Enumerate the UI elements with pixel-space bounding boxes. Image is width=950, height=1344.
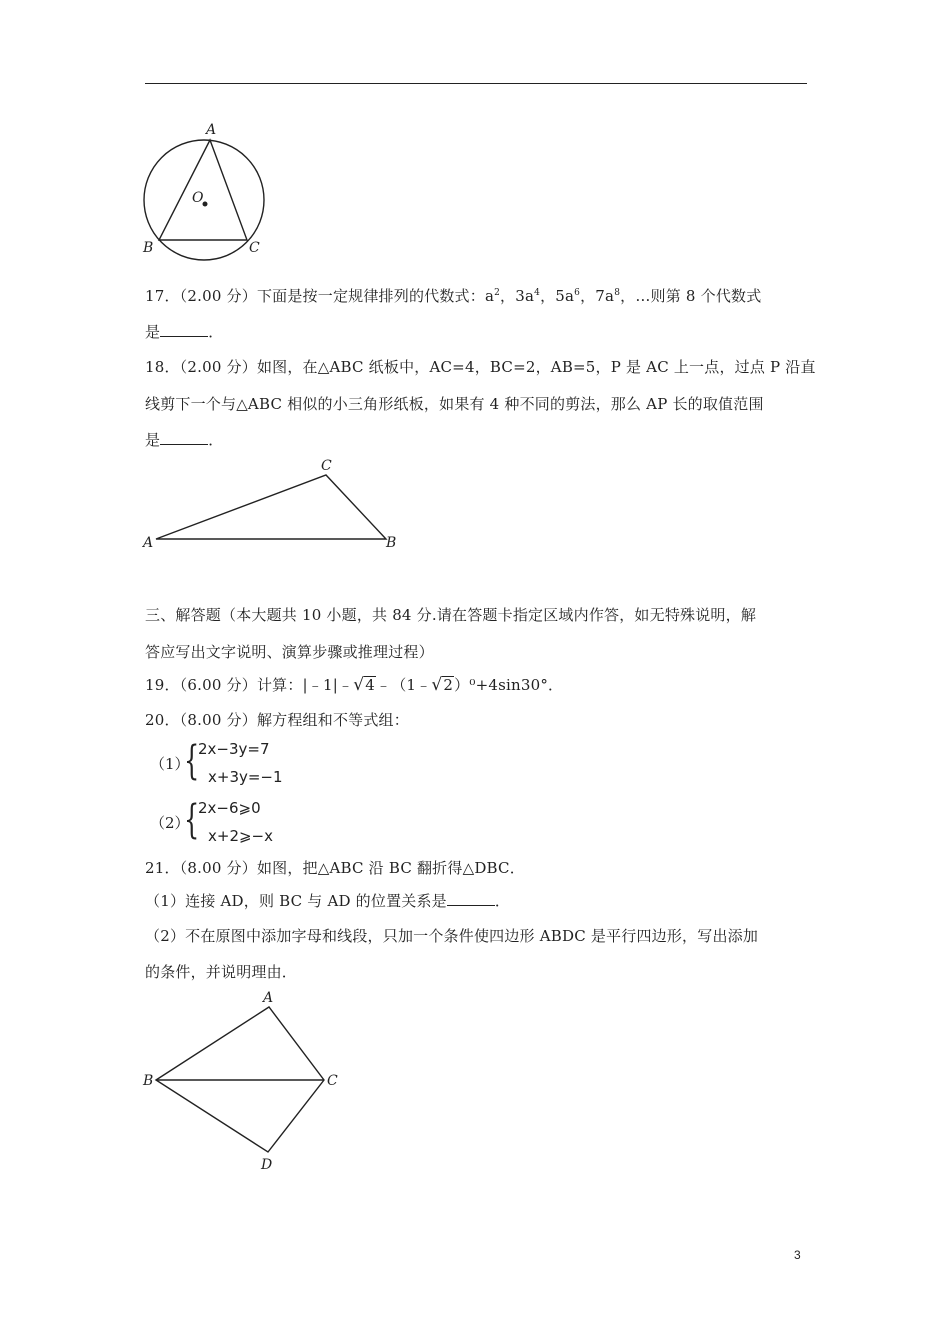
q19-line: 19．（6.00 分）计算：|﹣1|﹣√4﹣（1﹣√2）⁰+4sin30°．: [145, 675, 564, 695]
q18-line2: 线剪下一个与△ABC 相似的小三角形纸板，如果有 4 种不同的剪法，那么 AP 长的取值范围: [145, 395, 764, 413]
q21-line1: 21．（8.00 分）如图，把△ABC 沿 BC 翻折得△DBC．: [145, 859, 525, 877]
figure-circle-triangle: [135, 118, 275, 268]
section3-line2: 答应写出文字说明、演算步骤或推理过程）: [145, 643, 434, 661]
figure-triangle-abc: [138, 455, 408, 555]
q17-line2: 是 ．: [145, 323, 224, 341]
fig17-label-a: A: [206, 122, 217, 138]
q20-sys1-eq1: 2x−3y=7: [198, 740, 270, 758]
q20-sys2-eq2: x+2⩾−x: [208, 827, 274, 845]
q19-sqrt-2: 2: [443, 676, 454, 694]
q20-line1: 20．（8.00 分）解方程组和不等式组：: [145, 711, 409, 729]
fig21-label-b: B: [143, 1073, 154, 1089]
q18-line3: 是 ．: [145, 431, 224, 449]
q19-sqrt-4: 4: [365, 676, 376, 694]
fig17-label-c: C: [249, 240, 260, 256]
q21-part2-line1: （2）不在原图中添加字母和线段，只加一个条件使四边形 ABDC 是平行四边形，写出添加: [145, 927, 759, 945]
fig18-label-c: C: [321, 458, 332, 474]
q18-line1: 18．（2.00 分）如图，在△ABC 纸板中，AC=4，BC=2，AB=5，P 是 AC 上一点，过点 P 沿直: [145, 358, 816, 376]
fig21-label-d: D: [261, 1157, 273, 1173]
q20-system-1: （1） { 2x−3y=7 x+3y=−1: [150, 738, 283, 786]
q20-sys2-eq1: 2x−6⩾0: [198, 799, 261, 817]
q21-part2-line2: 的条件，并说明理由．: [145, 963, 298, 981]
fig17-label-o: O: [192, 190, 204, 206]
fig18-label-b: B: [386, 535, 397, 551]
q21-part1: （1）连接 AD，则 BC 与 AD 的位置关系是 ．: [145, 892, 511, 910]
q18-answer-blank[interactable]: [160, 430, 208, 445]
fig17-label-b: B: [143, 240, 154, 256]
section3-line1: 三、解答题（本大题共 10 小题，共 84 分.请在答题卡指定区域内作答，如无特殊说明，解: [145, 606, 757, 624]
fig21-label-a: A: [263, 990, 274, 1006]
fig21-label-c: C: [327, 1073, 338, 1089]
q21-answer-blank[interactable]: [447, 891, 495, 906]
q20-sys1-eq2: x+3y=−1: [208, 768, 283, 786]
q20-system-2: （2） { 2x−6⩾0 x+2⩾−x: [150, 797, 274, 845]
page-number: 3: [794, 1248, 801, 1262]
fig18-label-a: A: [143, 535, 154, 551]
header-rule: [145, 83, 807, 84]
figure-quadrilateral-abdc: [138, 988, 358, 1178]
q17-line1: 17．（2.00 分）下面是按一定规律排列的代数式：$a^2$，$3a^4$，$5a^6$，$7a^8$，…则第 8 个代数式: [145, 287, 762, 305]
q17-answer-blank[interactable]: [160, 322, 208, 337]
